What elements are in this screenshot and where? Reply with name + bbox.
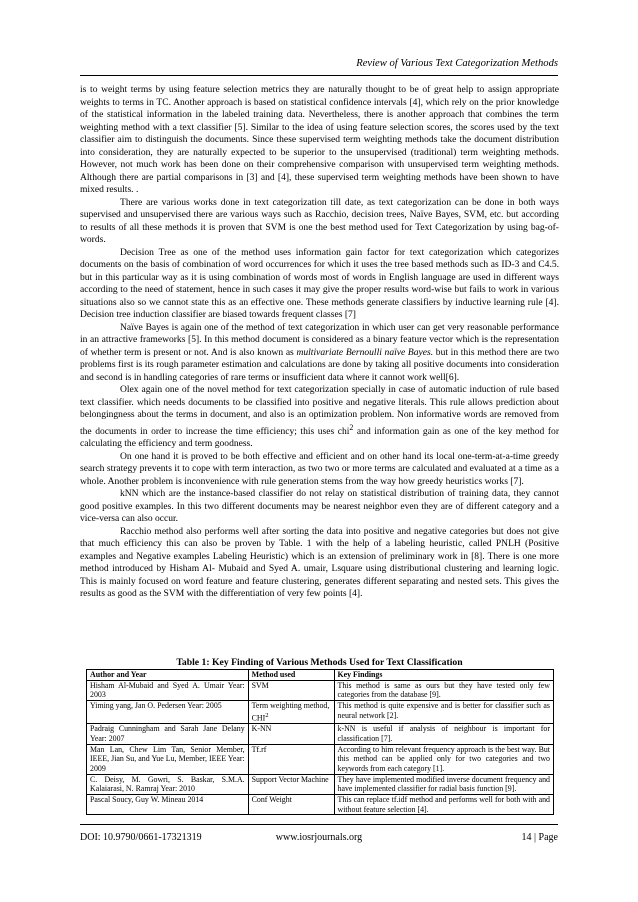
emphasis-text: multivariate Bernoulli naïve Bayes. — [296, 346, 434, 358]
finding-cell: They have implemented modified inverse document frequency and have implemented classifier for radial basis function [9]. — [334, 774, 554, 794]
method-text: Support Vector Machine — [251, 774, 329, 784]
paragraph: Racchio method also performs well after sorting the data into positive and negative categories but does not give that much efficiency this can also be proven by Table. 1 with the help of a labeling heuristic, called PNLH (Positive examples and Negative examples Labeling Heuristic) which is an extension of preliminary work in [8]. There is one more method introduced by Hisham Al- Mubaid and Syed A. umair, Lsquare using distributional clustering and learning logic. This is mainly focused on word feature and feature clustering, generates different separating and nested sets. This gives the results as good as the SVM with the differentiation of very few points [4]. — [80, 525, 559, 600]
method-cell — [248, 701, 334, 724]
table-header-row — [87, 670, 554, 681]
author-cell: Hisham Al-Mubaid and Syed A. Umair Year: 2003 — [87, 680, 249, 700]
table-row — [87, 744, 554, 774]
author-cell: Yiming yang, Jan O. Pedersen Year: 2005 — [87, 701, 249, 724]
table-row — [87, 774, 554, 794]
table-row — [87, 701, 554, 724]
header-rule — [80, 75, 558, 76]
paragraph — [80, 384, 559, 451]
key-findings-table — [86, 669, 554, 815]
paragraph: kNN which are the instance-based classifier do not relay on statistical distribution of training data, they cannot good positive examples. In this two different documents may be nearest neighbor even they are of different category and a vice-versa can also occur. — [80, 488, 559, 525]
page-number: 14 | Page — [521, 832, 558, 843]
paragraph-text: Naïve Bayes is again one of the method of text categorization in which user can get very reasonable performance in an attractive frameworks [5]. In this method document is considered as a binary feature vector which is the representation of whether term is present or not. And is also known as — [80, 321, 559, 358]
finding-cell: According to him relevant frequency approach is the best way. But this method can be applied only for two categories and two keywords from each category [1]. — [334, 744, 554, 774]
paragraph: Decision Tree as one of the method uses information gain factor for text categorization which categorizes documents on the basis of combination of word occurrences for which it uses the tree based methods such as ID-3 and C4.5. but in this particular way as it is using combination of words most of words in English language are used in different ways according to the need of statement, hence in such cases it may give the proper results word-wise but fails to work in various situations also so we cannot state this as an effective one. These methods generate classifiers by inductive learning rule [4]. Decision tree induction classifier are biased towards frequent classes [7] — [80, 246, 559, 320]
method-text: K-NN — [251, 724, 272, 734]
body-text — [80, 84, 559, 601]
paragraph: On one hand it is proved to be both effective and efficient and on other hand its local one-term-at-a-time greedy search strategy prevents it to cope with term interaction, as two two or more terms are calculated and evaluated at a time as a whole. Another problem is inconvenience with rule generation stems from the way how greedy heuristics works [7]. — [80, 450, 559, 487]
paragraph — [80, 322, 559, 385]
column-header-method: Method used — [248, 670, 334, 681]
table-caption: Table 1: Key Finding of Various Methods Used for Text Classification — [176, 657, 463, 668]
superscript: 2 — [349, 422, 354, 432]
table-row — [87, 795, 554, 815]
paragraph-text: and information gain as one of the key method for calculating the efficiency and term goodness. — [80, 425, 559, 450]
method-cell — [248, 680, 334, 700]
footer-rule — [80, 824, 558, 825]
running-header: Review of Various Text Categorization Methods — [356, 58, 558, 69]
table-row — [87, 724, 554, 744]
paragraph: There are various works done in text categorization till date, as text categorization can be done in both ways supervised and unsupervised there are various ways such as Racchio, decision trees, Naïve Bayes, SVM, etc. but according to results of all these methods it is proven that SVM is one the best method used for Text Categorization by using bag-of-words. — [80, 196, 559, 245]
method-cell — [248, 774, 334, 794]
finding-cell: This method is same as ours but they have tested only few categories from the database [9]. — [334, 680, 554, 700]
journal-website-link[interactable]: www.iosrjournals.org — [275, 832, 363, 843]
method-cell — [248, 744, 334, 774]
superscript: 2 — [265, 711, 269, 719]
finding-cell: This can replace tf.idf method and performs well for both with and without feature selection [4]. — [334, 795, 554, 815]
paragraph-text: Olex again one of the novel method for text categorization specially in case of automatic induction of rule based text classifier. which needs documents to be classified into positive and negative literals. This rule allows prediction about belongingness about the terms in document, and also is an optimization problem. Non informative words are removed from the documents in order to increase the time efficiency; this uses chi — [80, 384, 559, 437]
method-cell — [248, 724, 334, 744]
doi-text: DOI: 10.9790/0661-17321319 — [80, 832, 202, 843]
author-cell: C. Deisy, M. Gowri, S. Baskar, S.M.A. Kalaiarasi, N. Ramraj Year: 2010 — [87, 774, 249, 794]
paragraph-text: but in this method there are two problems first is its rough parameter estimation and calculations are done by taking all positive documents into consideration and second is in handling categories of rare terms or insufficient data where it cannot work well[6]. — [80, 346, 559, 383]
method-text: Tf.rf — [251, 744, 267, 754]
author-cell: Padraig Cunningham and Sarah Jane Delany Year: 2007 — [87, 724, 249, 744]
paragraph: is to weight terms by using feature selection metrics they are naturally thought to be of great help to assign appropriate weights to terms in TC. Another approach is based on statistical confidence intervals [4], which rely on the prior knowledge of the statistical information in the labeled training data. Nevertheless, there is another approach that combines the term weighting method with a text classifier [5]. Similar to the idea of using feature selection scores, the scores used by the text classifier aim to distinguish the documents. Since these supervised term weighting methods take the document distribution into consideration, they are naturally expected to be superior to the unsupervised (traditional) term weighting methods. However, not much work has been done on their comprehensive comparison with unsupervised term weighting methods. Although there are partial comparisons in [3] and [4], these supervised term weighting methods have been shown to have mixed results. . — [80, 84, 559, 195]
column-header-findings: Key Findings — [334, 670, 554, 681]
finding-cell: k-NN is useful if analysis of neighbour is important for classification [7]. — [334, 724, 554, 744]
author-cell: Man Lan, Chew Lim Tan, Senior Member, IEEE, Jian Su, and Yue Lu, Member, IEEE Year: 2009 — [87, 744, 249, 774]
method-text: Conf Weight — [251, 795, 292, 805]
method-text: Term weighting method, CHI — [251, 701, 330, 723]
author-cell: Pascal Soucy, Guy W. Mineau 2014 — [87, 795, 249, 815]
table-row — [87, 680, 554, 700]
method-text: SVM — [251, 680, 269, 690]
finding-cell: This method is quite expensive and is better for classifier such as neural network [2]. — [334, 701, 554, 724]
column-header-author: Author and Year — [87, 670, 249, 681]
method-cell — [248, 795, 334, 815]
